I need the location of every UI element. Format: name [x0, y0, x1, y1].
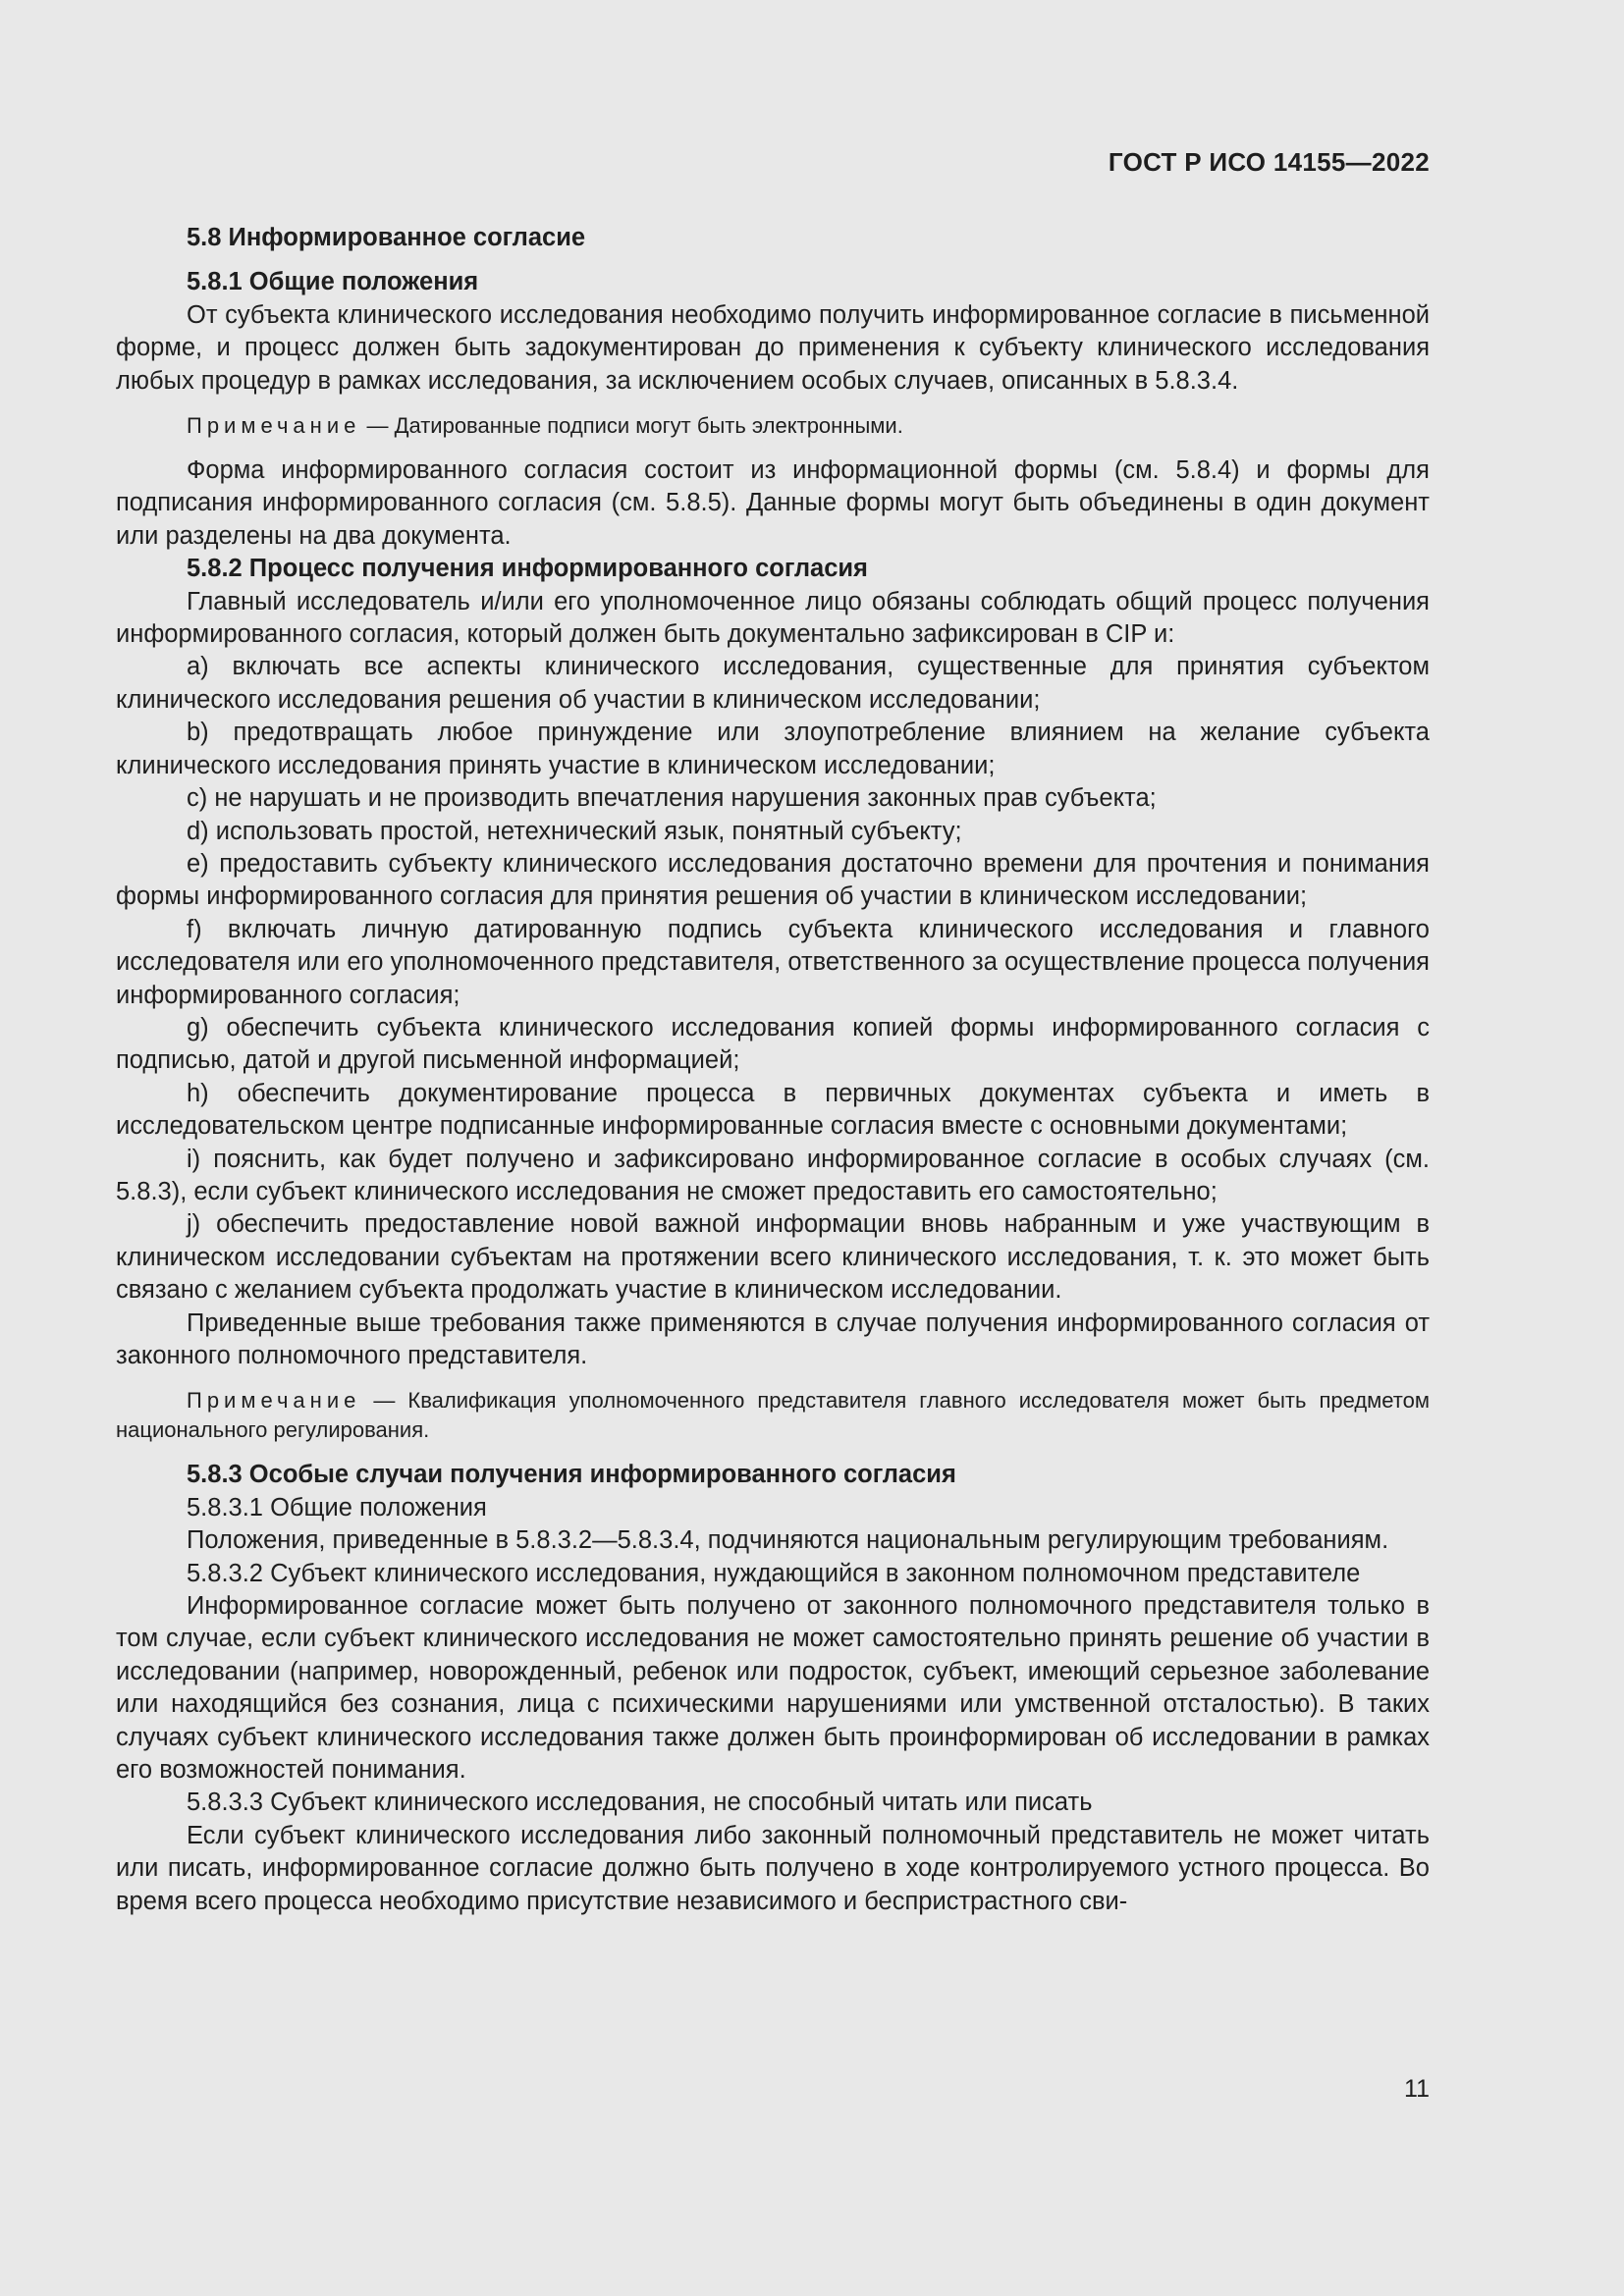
section-5-8-3-2-paragraph-1: Информированное согласие может быть получено от законного полномочного представителя только в том случае, если субъект клинического исследования не может самостоятельно принять решение об участии в исследовании (например, новорожденный, ребенок или подросток, субъект, имеющий серьезное заболевание или находящийся без сознания, лица с психическими нарушениями или умственной отсталостью). В таких случаях субъект клинического исследования также должен быть проинформирован об исследовании в рамках его возможностей понимания.: [116, 1592, 1430, 1785]
document-code-header: ГОСТ Р ИСО 14155—2022: [1108, 147, 1430, 177]
list-item-f: f) включать личную датированную подпись субъекта клинического исследования и главного исследователя или его уполномоченного представителя, ответственного за осуществление процесса получения информированного согласия;: [116, 915, 1430, 1009]
note-2-text: — Квалификация уполномоченного представителя главного исследователя может быть предметом национального регулирования.: [116, 1388, 1430, 1443]
section-5-8-1-paragraph-2: Форма информированного согласия состоит из информационной формы (см. 5.8.4) и формы для подписания информированного согласия (см. 5.8.5). Данные формы могут быть объединены в один документ или разделены на два документа.: [116, 456, 1430, 550]
section-5-8-2-title: 5.8.2 Процесс получения информированного согласия: [187, 555, 868, 583]
list-item-c: c) не нарушать и не производить впечатления нарушения законных прав субъекта;: [187, 784, 1157, 813]
list-item-i: i) пояснить, как будет получено и зафиксировано информированное согласие в особых случаях (см. 5.8.3), если субъект клинического исследования не сможет предоставить его самостоятельно;: [116, 1145, 1430, 1205]
section-5-8-3-1-paragraph-1: Положения, приведенные в 5.8.3.2—5.8.3.4, подчиняются национальным регулирующим требованиям.: [187, 1526, 1389, 1555]
note-1: [116, 411, 1430, 441]
section-5-8-3-3-paragraph-1: Если субъект клинического исследования либо законный полномочный представитель не может читать или писать, информированное согласие должно быть получено в ходе контролируемого устного процесса. Во время всего процесса необходимо присутствие независимого и беспристрастного сви-: [116, 1821, 1430, 1915]
section-5-8-3-title: 5.8.3 Особые случаи получения информированного согласия: [187, 1461, 956, 1489]
section-5-8-2-paragraph-1: Главный исследователь и/или его уполномоченное лицо обязаны соблюдать общий процесс получения информированного согласия, который должен быть документально зафиксирован в CIP и:: [116, 587, 1430, 649]
list-item-a: a) включать все аспекты клинического исследования, существенные для принятия субъектом клинического исследования решения об участии в клиническом исследовании;: [116, 653, 1430, 714]
page-number: 11: [1404, 2075, 1430, 2103]
list-item-b: b) предотвращать любое принуждение или злоупотребление влиянием на желание субъекта клинического исследования принять участие в клиническом исследовании;: [116, 719, 1430, 779]
list-item-g: g) обеспечить субъекта клинического исследования копией формы информированного согласия с подписью, датой и другой письменной информацией;: [116, 1013, 1430, 1075]
note-1-label: Примечание: [187, 413, 361, 439]
section-5-8-title: 5.8 Информированное согласие: [187, 224, 586, 251]
list-item-h: h) обеспечить документирование процесса в первичных документах субъекта и иметь в исследовательском центре подписанные информированные согласия вместе с основными документами;: [116, 1079, 1430, 1141]
document-body: [116, 222, 1430, 1918]
section-5-8-2-paragraph-2: Приведенные выше требования также применяются в случае получения информированного согласия от законного полномочного представителя.: [116, 1308, 1430, 1369]
section-5-8-3-1-title: 5.8.3.1 Общие положения: [187, 1493, 487, 1522]
list-item-e: e) предоставить субъекту клинического исследования достаточно времени для прочтения и понимания формы информированного согласия для принятия решения об участии в клиническом исследовании;: [116, 849, 1430, 911]
note-2-label: Примечание: [187, 1388, 361, 1414]
section-5-8-3-2-title: 5.8.3.2 Субъект клинического исследования, нуждающийся в законном полномочном представителе: [187, 1559, 1361, 1587]
section-5-8-1-paragraph-1: От субъекта клинического исследования необходимо получить информированное согласие в письменной форме, и процесс должен быть задокументирован до применения к субъекту клинического исследования любых процедур в рамках исследования, за исключением особых случаев, описанных в 5.8.3.4.: [116, 300, 1430, 395]
note-1-text: — Датированные подписи могут быть электронными.: [360, 413, 903, 439]
list-item-d: d) использовать простой, нетехнический язык, понятный субъекту;: [187, 817, 962, 845]
list-item-j: j) обеспечить предоставление новой важной информации вновь набранным и уже участвующим в клиническом исследовании субъектам на протяжении всего клинического исследования, т. к. это может быть связано с желанием субъекта продолжать участие в клиническом исследовании.: [116, 1210, 1430, 1305]
section-5-8-1-title: 5.8.1 Общие положения: [187, 268, 479, 296]
note-2: [116, 1386, 1430, 1445]
section-5-8-3-3-title: 5.8.3.3 Субъект клинического исследования, не способный читать или писать: [187, 1789, 1093, 1817]
